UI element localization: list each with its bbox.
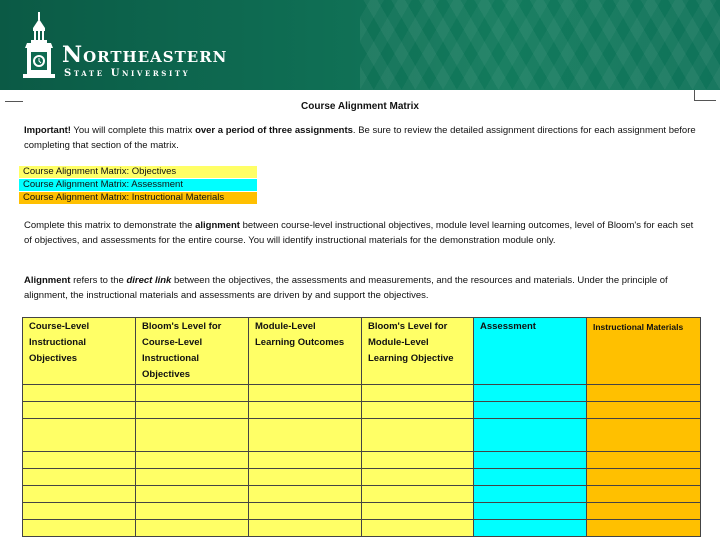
matrix-cell[interactable]: [23, 486, 136, 503]
matrix-cell[interactable]: [474, 452, 587, 469]
matrix-header-row: [23, 318, 701, 385]
matrix-cell[interactable]: [136, 452, 249, 469]
alignment-text-2: between the objectives, the assessments and measurements, and the resources and materials. Under the principle of alignment, the instructional materials and assessments are driven by and support the objectives.: [24, 275, 668, 301]
alignment-lead: Alignment: [24, 275, 71, 286]
matrix-cell[interactable]: [249, 520, 362, 537]
alignment-emphasis: direct link: [126, 275, 172, 286]
course-alignment-matrix: [22, 317, 701, 537]
matrix-cell[interactable]: [587, 520, 701, 537]
instructions-emphasis: alignment: [195, 220, 240, 231]
matrix-cell[interactable]: [249, 469, 362, 486]
intro-text-2: . Be sure to review the detailed assignment directions for each assignment before completing that section of the matrix.: [24, 125, 696, 151]
matrix-cell[interactable]: [587, 486, 701, 503]
alignment-paragraph: [24, 273, 700, 303]
matrix-row: [23, 385, 701, 402]
matrix-cell[interactable]: [23, 452, 136, 469]
alignment-text-1: refers to the: [70, 275, 127, 286]
matrix-cell[interactable]: [362, 486, 474, 503]
matrix-cell[interactable]: [362, 385, 474, 402]
matrix-cell[interactable]: [136, 402, 249, 419]
matrix-cell[interactable]: [249, 486, 362, 503]
matrix-cell[interactable]: [362, 419, 474, 452]
matrix-row: [23, 402, 701, 419]
matrix-cell[interactable]: [587, 402, 701, 419]
matrix-cell[interactable]: [249, 452, 362, 469]
matrix-cell[interactable]: [136, 486, 249, 503]
matrix-cell[interactable]: [249, 402, 362, 419]
matrix-cell[interactable]: [474, 469, 587, 486]
header-banner: [0, 0, 720, 90]
matrix-cell[interactable]: [136, 469, 249, 486]
matrix-row: [23, 452, 701, 469]
matrix-cell[interactable]: [474, 503, 587, 520]
matrix-cell[interactable]: [136, 419, 249, 452]
document-title: Course Alignment Matrix: [301, 101, 419, 112]
banner-pattern: [360, 0, 720, 90]
matrix-row: [23, 486, 701, 503]
matrix-row: [23, 520, 701, 537]
matrix-cell[interactable]: [23, 503, 136, 520]
matrix-cell[interactable]: [136, 385, 249, 402]
matrix-cell[interactable]: [474, 520, 587, 537]
matrix-cell[interactable]: [362, 402, 474, 419]
matrix-cell[interactable]: [136, 503, 249, 520]
matrix-cell[interactable]: [474, 385, 587, 402]
matrix-cell[interactable]: [587, 385, 701, 402]
matrix-cell[interactable]: [23, 419, 136, 452]
matrix-cell[interactable]: [136, 520, 249, 537]
matrix-cell[interactable]: [474, 402, 587, 419]
matrix-cell[interactable]: [23, 385, 136, 402]
matrix-cell[interactable]: [23, 402, 136, 419]
matrix-cell[interactable]: [249, 385, 362, 402]
header-course-level-objectives: Course-Level Instructional Objectives: [23, 318, 136, 385]
matrix-cell[interactable]: [249, 419, 362, 452]
matrix-cell[interactable]: [249, 503, 362, 520]
matrix-cell[interactable]: [362, 452, 474, 469]
header-blooms-course-level: Bloom's Level for Course-Level Instructional Objectives: [136, 318, 249, 385]
section-label-instructional-materials: Course Alignment Matrix: Instructional Materials: [19, 192, 257, 204]
matrix-cell[interactable]: [362, 503, 474, 520]
header-module-level-outcomes: Module-Level Learning Outcomes: [249, 318, 362, 385]
matrix-cell[interactable]: [474, 419, 587, 452]
instructions-text-2: between course-level instructional objectives, module level learning outcomes, level of Bloom's for each set of objectives, and assessments for the entire course. You will identify instructional materials for the demonstration module only.: [24, 220, 694, 246]
matrix-cell[interactable]: [474, 486, 587, 503]
matrix-cell[interactable]: [362, 520, 474, 537]
matrix-row: [23, 503, 701, 520]
matrix-cell[interactable]: [23, 520, 136, 537]
header-blooms-module-level: Bloom's Level for Module-Level Learning Objective: [362, 318, 474, 385]
intro-paragraph: [24, 123, 700, 153]
university-name-line1: Northeastern: [62, 42, 228, 68]
section-label-assessment: Course Alignment Matrix: Assessment: [19, 179, 257, 191]
matrix-cell[interactable]: [587, 419, 701, 452]
matrix-row: [23, 469, 701, 486]
instructions-paragraph: [24, 218, 700, 248]
intro-emphasis: over a period of three assignments: [195, 125, 353, 136]
matrix-cell[interactable]: [587, 452, 701, 469]
instructions-text-1: Complete this matrix to demonstrate the: [24, 220, 196, 231]
matrix-cell[interactable]: [587, 469, 701, 486]
matrix-row: [23, 419, 701, 452]
cupola-tower-icon: [22, 12, 56, 82]
matrix-cell[interactable]: [23, 469, 136, 486]
section-label-objectives: Course Alignment Matrix: Objectives: [19, 166, 257, 178]
intro-lead: Important!: [24, 125, 71, 136]
matrix-cell[interactable]: [362, 469, 474, 486]
header-assessment: Assessment: [474, 318, 587, 385]
matrix-cell[interactable]: [587, 503, 701, 520]
intro-text-1: You will complete this matrix: [70, 125, 196, 136]
university-name-line2: State University: [64, 68, 191, 79]
header-instructional-materials: Instructional Materials: [587, 318, 701, 385]
